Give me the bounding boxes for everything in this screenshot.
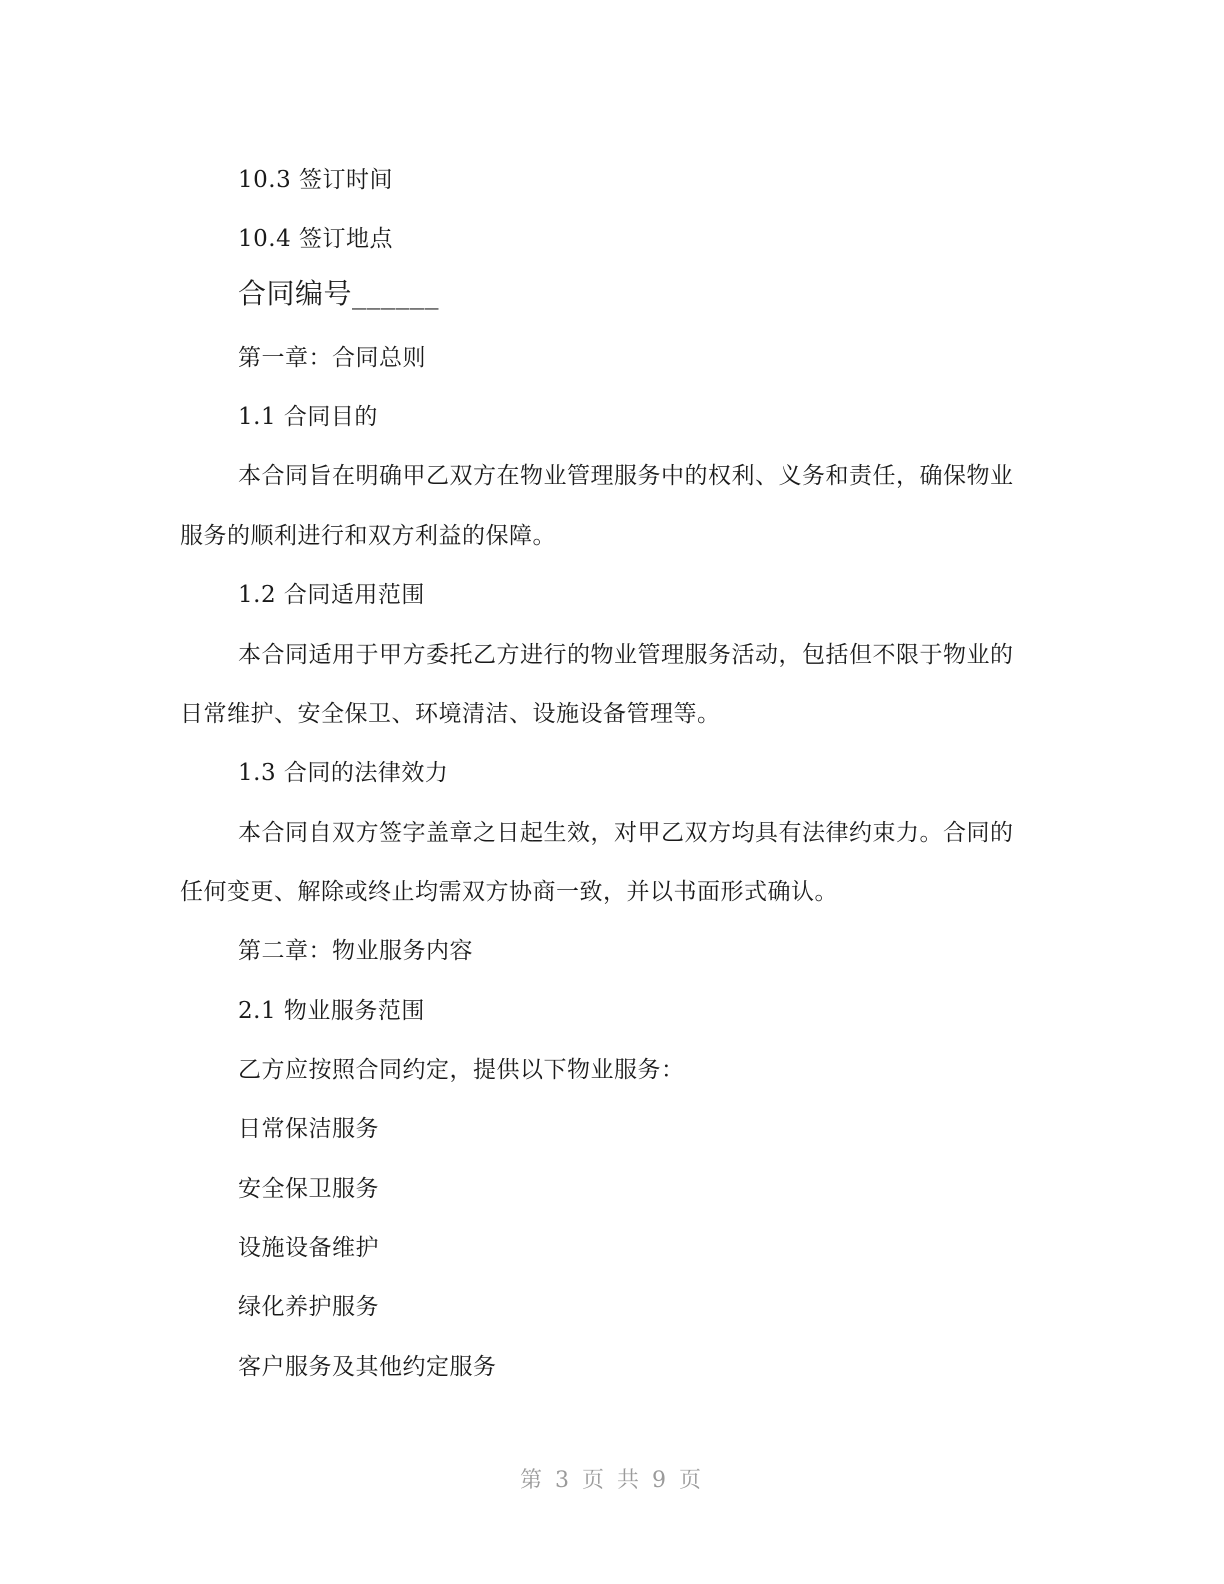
- contract-number-line: 合同编号______: [238, 277, 440, 310]
- paragraph-1-3-line-1: 本合同自双方签字盖章之日起生效，对甲乙双方均具有法律约束力。合同的: [238, 820, 1014, 846]
- service-item-security: 安全保卫服务: [238, 1176, 379, 1202]
- service-item-facility: 设施设备维护: [238, 1235, 379, 1261]
- section-heading-1-2: 1.2 合同适用范围: [238, 582, 425, 608]
- service-item-cleaning: 日常保洁服务: [238, 1116, 379, 1142]
- paragraph-1-2-line-1: 本合同适用于甲方委托乙方进行的物业管理服务活动，包括但不限于物业的: [238, 642, 1014, 668]
- section-heading-1-1: 1.1 合同目的: [238, 404, 378, 430]
- chapter-heading-2: 第二章：物业服务内容: [238, 938, 473, 964]
- paragraph-1-3-line-2: 任何变更、解除或终止均需双方协商一致，并以书面形式确认。: [180, 879, 838, 905]
- paragraph-1-1-line-1: 本合同旨在明确甲乙双方在物业管理服务中的权利、义务和责任，确保物业: [238, 463, 1014, 489]
- section-heading-10-4: 10.4 签订地点: [238, 226, 394, 252]
- chapter-heading-1: 第一章：合同总则: [238, 345, 426, 371]
- section-heading-2-1: 2.1 物业服务范围: [238, 998, 425, 1024]
- page-indicator: 第 3 页 共 9 页: [520, 1468, 704, 1493]
- paragraph-1-1-line-2: 服务的顺利进行和双方利益的保障。: [180, 523, 556, 549]
- service-intro: 乙方应按照合同约定，提供以下物业服务：: [238, 1057, 685, 1083]
- paragraph-1-2-line-2: 日常维护、安全保卫、环境清洁、设施设备管理等。: [180, 701, 721, 727]
- service-item-customer: 客户服务及其他约定服务: [238, 1354, 497, 1380]
- service-item-greening: 绿化养护服务: [238, 1294, 379, 1320]
- section-heading-1-3: 1.3 合同的法律效力: [238, 760, 449, 786]
- section-heading-10-3: 10.3 签订时间: [238, 167, 394, 193]
